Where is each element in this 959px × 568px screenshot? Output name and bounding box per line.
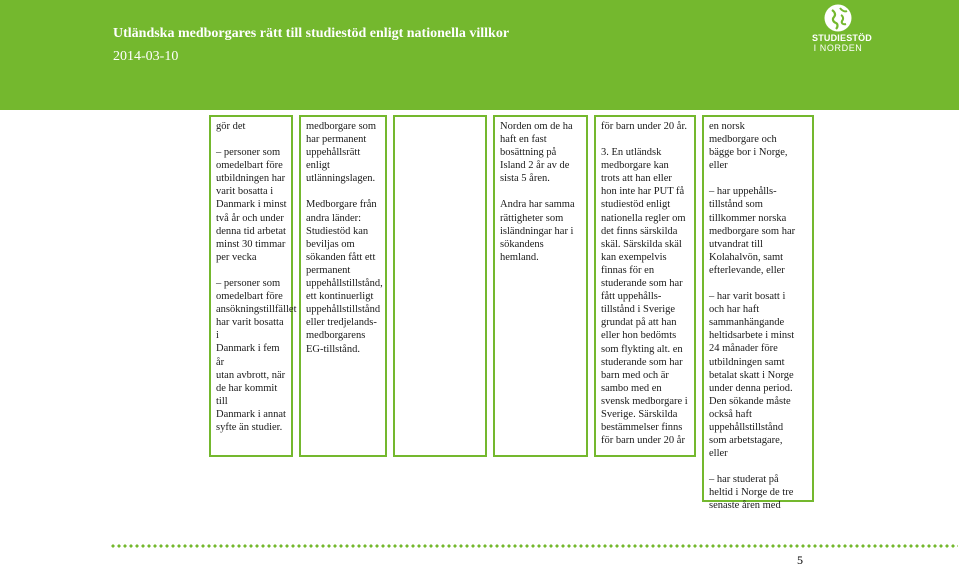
table-cell-col-4: [493, 115, 588, 457]
paragraph-spacer: [709, 172, 808, 185]
text-line: som arbetstagare,: [709, 435, 783, 447]
text-line: bestämmelser finns: [601, 422, 683, 434]
text-line: omedelbart före: [216, 291, 283, 303]
text-line: utvandrat till: [709, 238, 763, 250]
text-line: sökandens: [500, 238, 544, 250]
text-line: minst 30 timmar: [216, 238, 286, 250]
text-line: heltid i Norge de tre: [709, 487, 794, 499]
logo-text-sub: I NORDEN: [813, 43, 863, 53]
text-line: ansökningstillfället: [216, 304, 297, 316]
text-line: Danmark i fem år: [216, 343, 280, 368]
text-line: eller hon bedömts: [601, 330, 677, 342]
text-line: – har varit bosatt i: [709, 291, 786, 303]
logo-text-main: STUDIESTÖD: [812, 33, 873, 43]
text-line: Danmark i annat: [216, 408, 286, 420]
text-line: under denna period.: [709, 382, 793, 394]
text-line: isländningar har i: [500, 225, 574, 237]
text-line: haft en fast: [500, 134, 547, 146]
text-line: per vecka: [216, 251, 257, 263]
text-line: bosättning på: [500, 147, 557, 159]
text-line: också haft: [709, 408, 752, 420]
text-line: har permanent: [306, 134, 367, 146]
table-cell-col-2: [299, 115, 387, 457]
paragraph-spacer: [216, 264, 287, 277]
text-line: tillstånd i Sverige: [601, 304, 676, 316]
paragraph-spacer: [306, 185, 381, 198]
text-line: senaste åren med: [709, 500, 781, 512]
text-line: – personer som: [216, 277, 281, 289]
text-line: skäl. Särskilda skäl: [601, 238, 682, 250]
text-line: varit bosatta i: [216, 186, 274, 198]
text-line: hemland.: [500, 251, 539, 263]
text-line: medborgare kan: [601, 160, 669, 172]
text-line: bägge bor i Norge,: [709, 147, 788, 159]
text-line: medborgarens: [306, 330, 366, 342]
text-line: och har haft: [709, 304, 760, 316]
text-line: uppehållstillstånd,: [306, 278, 383, 290]
text-line: – har studerat på: [709, 474, 779, 486]
text-line: eller tredjelands-: [306, 317, 377, 329]
text-line: två år och under: [216, 212, 284, 224]
text-line: barn med och är: [601, 369, 669, 381]
text-line: hon inte har PUT få: [601, 186, 685, 198]
text-line: trots att han eller: [601, 173, 672, 185]
text-line: Norden om de ha: [500, 121, 573, 132]
text-line: eller: [709, 160, 728, 172]
text-line: eller: [709, 448, 728, 460]
text-line: sammanhängande: [709, 317, 785, 329]
text-line: Danmark i minst: [216, 199, 287, 211]
text-line: heltidsarbete i minst: [709, 330, 795, 342]
text-line: medborgare som har: [709, 225, 796, 237]
document-title: Utländska medborgares rätt till studiestöd enligt nationella villkor: [113, 26, 510, 41]
text-line: efterlevande, eller: [709, 264, 785, 276]
text-line: EG-tillstånd.: [306, 343, 360, 355]
text-line: studiestöd enligt: [601, 199, 671, 211]
text-line: studerande som har: [601, 278, 683, 290]
text-line: rättigheter som: [500, 212, 564, 224]
text-line: sambo med en: [601, 382, 662, 394]
document-date: 2014-03-10: [113, 49, 179, 64]
text-line: beviljas om: [306, 238, 355, 250]
paragraph-spacer: [216, 133, 287, 146]
text-line: studerande som har: [601, 356, 683, 368]
text-line: omedelbart före: [216, 160, 283, 172]
text-line: uppehållstillstånd: [306, 304, 381, 316]
text-line: sökanden fått ett: [306, 251, 376, 263]
conditions-table: [209, 115, 814, 512]
text-line: nationella regler om: [601, 212, 686, 224]
paragraph-spacer: [500, 185, 582, 198]
text-line: 3. En utländsk: [601, 147, 662, 159]
table-cell-col-1: [209, 115, 297, 457]
text-line: en norsk: [709, 121, 745, 132]
table-cell-col-3: [393, 115, 487, 457]
footer-dotted-divider: [110, 544, 958, 548]
text-line: grundat på att han: [601, 317, 677, 329]
text-line: kan exempelvis: [601, 251, 667, 263]
text-line: medborgare och: [709, 134, 777, 146]
text-line: ett kontinuerligt: [306, 291, 374, 303]
table-cell-col-6: [702, 115, 814, 512]
text-line: för barn under 20 år: [601, 435, 685, 447]
text-line: utlänningslagen.: [306, 173, 376, 185]
text-line: har varit bosatta i: [216, 317, 284, 342]
table-cell-col-5: [594, 115, 696, 457]
paragraph-spacer: [709, 460, 808, 473]
text-line: – personer som: [216, 147, 281, 159]
text-line: syfte än studier.: [216, 421, 283, 433]
text-line: Studiestöd kan: [306, 225, 369, 237]
text-line: fått uppehålls-: [601, 291, 662, 303]
page-header: [0, 0, 959, 110]
text-line: Andra har samma: [500, 199, 575, 211]
text-line: tillkommer norska: [709, 212, 787, 224]
paragraph-spacer: [709, 277, 808, 290]
text-line: permanent: [306, 264, 351, 276]
text-line: finnas för en: [601, 264, 655, 276]
text-line: uppehållstillstånd: [709, 421, 784, 433]
text-line: utan avbrott, när: [216, 369, 286, 381]
page-number: 5: [797, 553, 803, 567]
text-line: sista 5 åren.: [500, 173, 550, 185]
text-line: tillstånd som: [709, 199, 763, 211]
text-line: uppehållsrätt enligt: [306, 147, 361, 172]
text-line: Den sökande måste: [709, 395, 791, 407]
text-line: andra länder:: [306, 212, 362, 224]
text-line: 24 månader före: [709, 343, 778, 355]
text-line: Medborgare från: [306, 199, 377, 211]
text-line: Kolahalvön, samt: [709, 251, 784, 263]
text-line: denna tid arbetat: [216, 225, 286, 237]
text-line: utbildningen har: [216, 173, 286, 185]
paragraph-spacer: [601, 133, 690, 146]
text-line: medborgare som: [306, 121, 377, 132]
text-line: – har uppehålls-: [709, 186, 777, 198]
studiestod-logo: [812, 3, 873, 61]
text-line: Sverige. Särskilda: [601, 408, 678, 420]
text-line: det finns särskilda: [601, 225, 678, 237]
text-line: gör det: [216, 121, 246, 132]
globe-icon: [823, 3, 853, 33]
text-line: betalat skatt i Norge: [709, 369, 794, 381]
text-line: utbildningen samt: [709, 356, 785, 368]
text-line: de har kommit till: [216, 382, 278, 407]
text-line: svensk medborgare i: [601, 395, 688, 407]
text-line: som flykting alt. en: [601, 343, 683, 355]
text-line: för barn under 20 år.: [601, 121, 688, 132]
text-line: Island 2 år av de: [500, 160, 570, 172]
